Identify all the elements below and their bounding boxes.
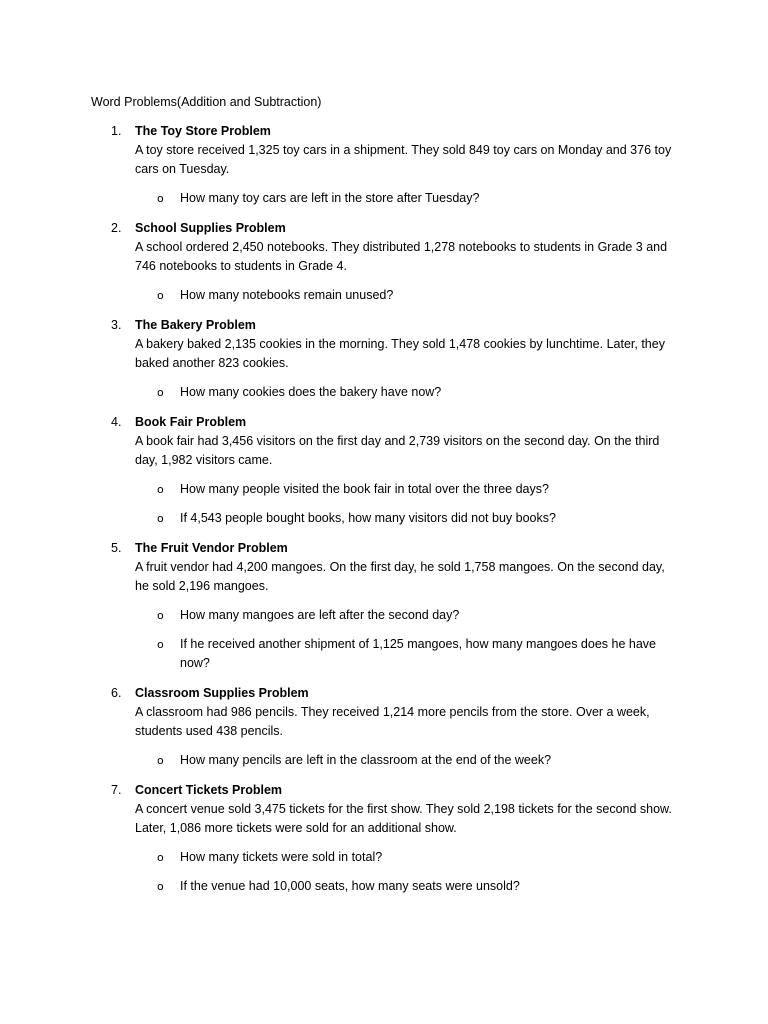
question-text: If the venue had 10,000 seats, how many seats were unsold?: [180, 879, 520, 893]
problem-text: A fruit vendor had 4,200 mangoes. On the first day, he sold 1,758 mangoes. On the second day, he sold 2,196 mangoes.: [135, 560, 665, 593]
circle-bullet-icon: o: [157, 289, 164, 302]
problem-title: Concert Tickets Problem: [135, 783, 283, 797]
question-list: [135, 848, 680, 896]
problem-text: A toy store received 1,325 toy cars in a shipment. They sold 849 toy cars on Monday and 376 toy cars on Tuesday.: [135, 143, 672, 176]
problem-title: The Bakery Problem: [135, 318, 256, 332]
question-item: [135, 606, 680, 625]
problem-title: The Toy Store Problem: [135, 124, 271, 138]
problem-number: 7.: [111, 783, 122, 797]
question-item: [135, 286, 680, 305]
problem-number: 2.: [111, 221, 122, 235]
question-text: How many mangoes are left after the second day?: [180, 608, 460, 622]
question-list: [135, 606, 680, 673]
circle-bullet-icon: o: [157, 638, 164, 651]
question-text: If he received another shipment of 1,125 mangoes, how many mangoes does he have now?: [180, 637, 656, 670]
question-text: How many people visited the book fair in total over the three days?: [180, 482, 549, 496]
question-list: [135, 286, 680, 305]
problem-item: [0, 122, 768, 208]
problem-number: 5.: [111, 541, 122, 555]
problem-text: A book fair had 3,456 visitors on the first day and 2,739 visitors on the second day. On the third day, 1,982 visitors came.: [135, 434, 660, 467]
circle-bullet-icon: o: [157, 851, 164, 864]
problem-title: The Fruit Vendor Problem: [135, 541, 288, 555]
circle-bullet-icon: o: [157, 483, 164, 496]
question-text: How many pencils are left in the classroom at the end of the week?: [180, 753, 552, 767]
circle-bullet-icon: o: [157, 609, 164, 622]
problem-item: [0, 539, 768, 673]
problem-item: [0, 413, 768, 528]
problem-title: School Supplies Problem: [135, 221, 286, 235]
problem-number: 4.: [111, 415, 122, 429]
circle-bullet-icon: o: [157, 192, 164, 205]
question-item: [135, 383, 680, 402]
question-item: [135, 877, 680, 896]
problem-item: [0, 316, 768, 402]
question-list: [135, 480, 680, 528]
circle-bullet-icon: o: [157, 386, 164, 399]
question-item: [135, 189, 680, 208]
problem-text: A school ordered 2,450 notebooks. They distributed 1,278 notebooks to students in Grade 3 and 746 notebooks to students in Grade 4.: [135, 240, 668, 273]
problem-text: A bakery baked 2,135 cookies in the morning. They sold 1,478 cookies by lunchtime. Later, they baked another 823 cookies.: [135, 337, 665, 370]
problem-title: Book Fair Problem: [135, 415, 247, 429]
circle-bullet-icon: o: [157, 880, 164, 893]
question-text: How many cookies does the bakery have now?: [180, 385, 442, 399]
problem-number: 3.: [111, 318, 122, 332]
problem-item: [0, 781, 768, 896]
question-text: How many toy cars are left in the store after Tuesday?: [180, 191, 480, 205]
problem-list: [0, 122, 768, 907]
question-text: How many notebooks remain unused?: [180, 288, 394, 302]
problem-item: [0, 684, 768, 770]
problem-text: A concert venue sold 3,475 tickets for the first show. They sold 2,198 tickets for the second show. Later, 1,086 more tickets were sold for an additional show.: [135, 802, 672, 835]
circle-bullet-icon: o: [157, 754, 164, 767]
question-list: [135, 383, 680, 402]
document-title: Word Problems(Addition and Subtraction): [91, 95, 322, 109]
question-item: [135, 635, 680, 673]
problem-item: [0, 219, 768, 305]
question-text: How many tickets were sold in total?: [180, 850, 383, 864]
question-item: [135, 751, 680, 770]
problem-title: Classroom Supplies Problem: [135, 686, 309, 700]
question-text: If 4,543 people bought books, how many visitors did not buy books?: [180, 511, 556, 525]
question-item: [135, 509, 680, 528]
question-list: [135, 189, 680, 208]
problem-text: A classroom had 986 pencils. They received 1,214 more pencils from the store. Over a week, students used 438 pencils.: [135, 705, 650, 738]
problem-number: 6.: [111, 686, 122, 700]
circle-bullet-icon: o: [157, 512, 164, 525]
question-list: [135, 751, 680, 770]
question-item: [135, 848, 680, 867]
problem-number: 1.: [111, 124, 122, 138]
question-item: [135, 480, 680, 499]
